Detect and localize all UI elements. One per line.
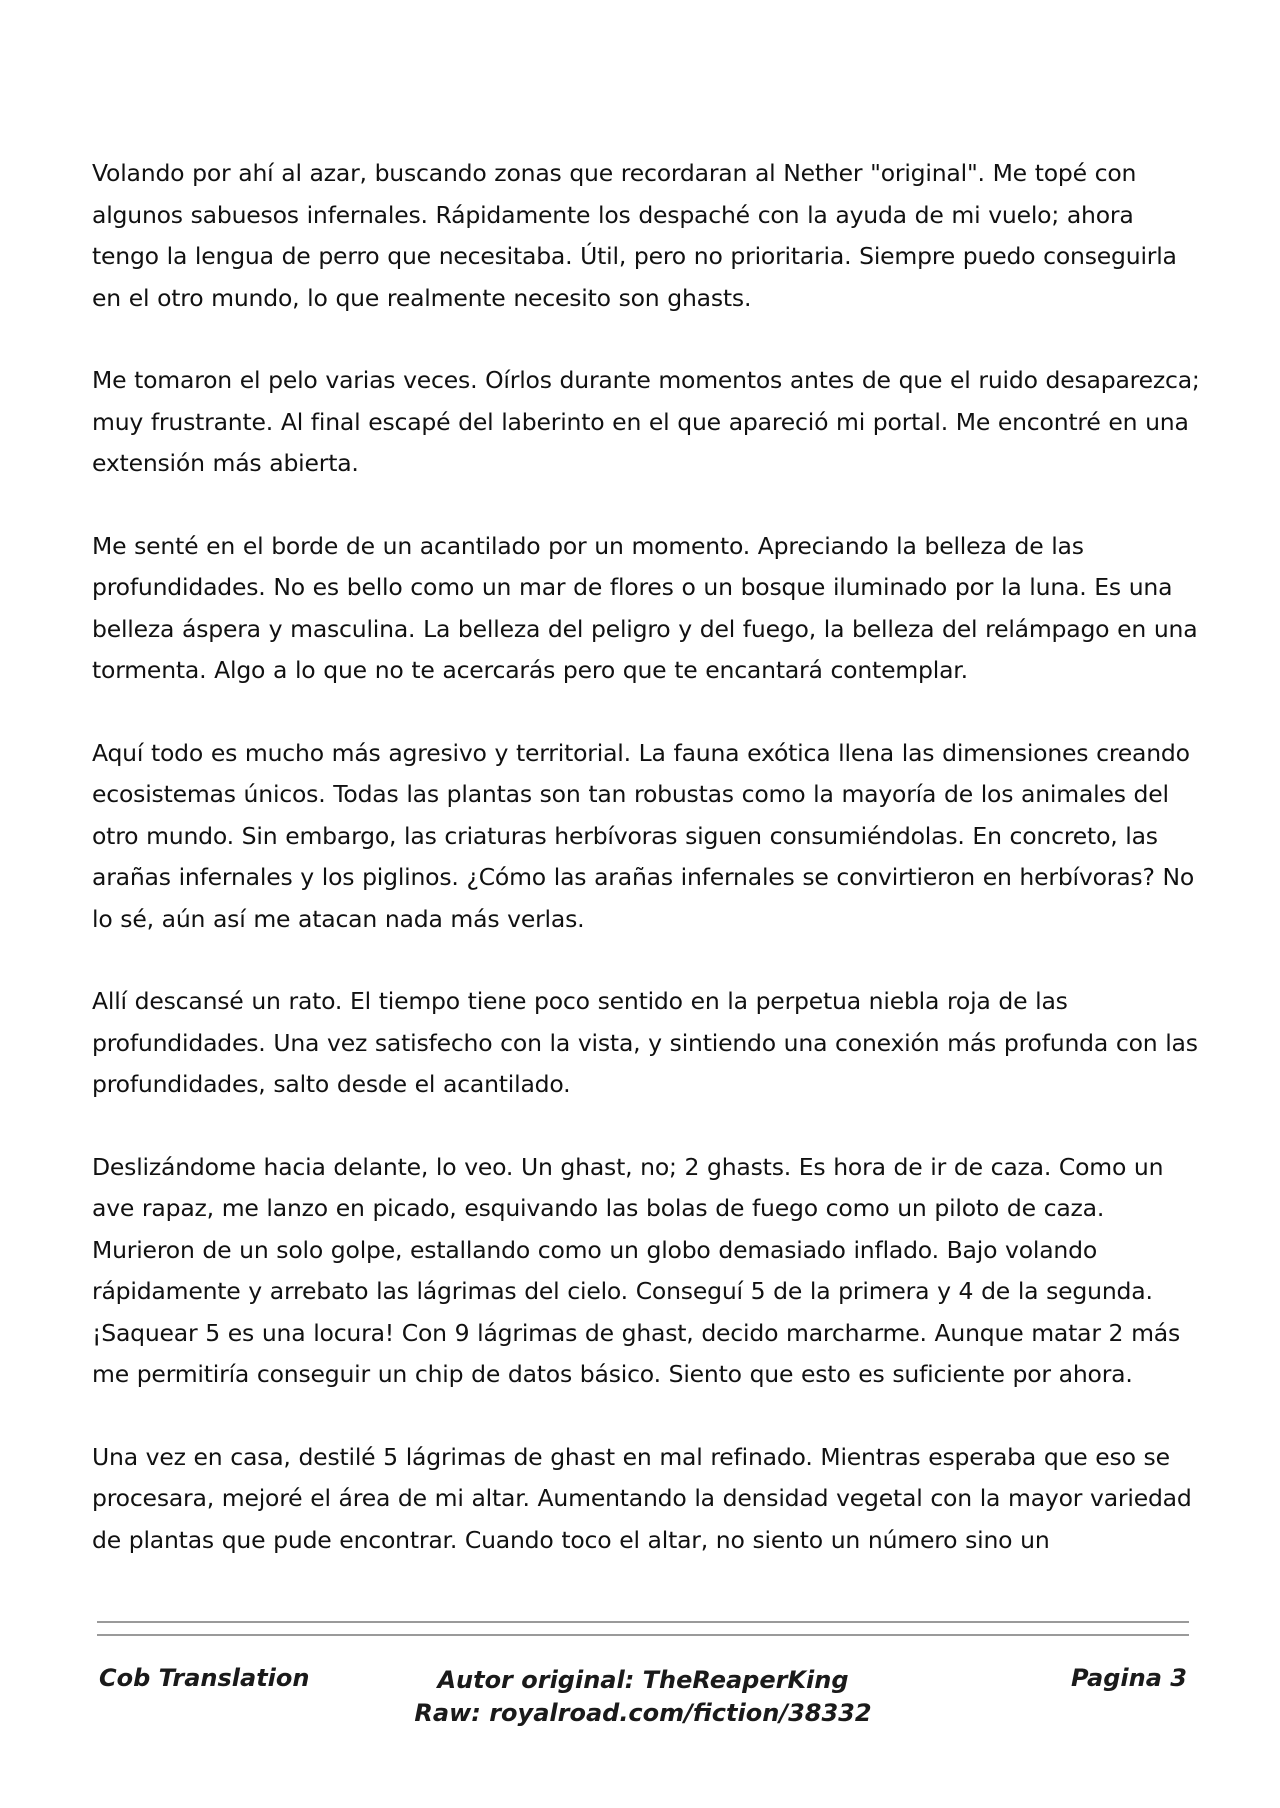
- paragraph: Deslizándome hacia delante, lo veo. Un ghast, no; 2 ghasts. Es hora de ir de caza. Como un ave rapaz, me lanzo en picado, esquivando las bolas de fuego como un piloto de caza. Murieron de un solo golpe, estallando como un globo demasiado inflado. Bajo volando rápidamente y arrebato las lágrimas del cielo. Conseguí 5 de la primera y 4 de la segunda. ¡Saquear 5 es una locura! Con 9 lágrimas de ghast, decido marcharme. Aunque matar 2 más me permitiría conseguir un chip de datos básico. Siento que esto es suficiente por ahora.: [92, 1152, 1181, 1388]
- footer-translator: Cob Translation: [99, 1664, 310, 1692]
- paragraph: Me tomaron el pelo varias veces. Oírlos durante momentos antes de que el ruido desaparezca; muy frustrante. Al final escapé del laberinto en el que apareció mi portal. Me encontré en una extensión más abierta.: [92, 366, 1200, 477]
- footer-credits: [97, 1664, 1189, 1730]
- footer-divider-bottom: [97, 1634, 1189, 1636]
- paragraph: Aquí todo es mucho más agresivo y territorial. La fauna exótica llena las dimensiones creando ecosistemas únicos. Todas las plantas son tan robustas como la mayoría de los animales del otro mundo. Sin embargo, las criaturas herbívoras siguen consumiéndolas. En concreto, las arañas infernales y los piglinos. ¿Cómo las arañas infernales se convirtieron en herbívoras? No lo sé, aún así me atacan nada más verlas.: [92, 738, 1195, 933]
- footer-divider-top: [97, 1621, 1189, 1623]
- paragraph: Allí descansé un rato. El tiempo tiene poco sentido en la perpetua niebla roja de las profundidades. Una vez satisfecho con la vista, y sintiendo una conexión más profunda con las profundidades, salto desde el acantilado.: [92, 987, 1198, 1098]
- footer-author: Autor original: TheReaperKing: [437, 1666, 849, 1694]
- paragraph: Volando por ahí al azar, buscando zonas que recordaran al Nether "original". Me topé con algunos sabuesos infernales. Rápidamente los despaché con la ayuda de mi vuelo; ahora tengo la lengua de perro que necesitaba. Útil, pero no prioritaria. Siempre puedo conseguirla en el otro mundo, lo que realmente necesito son ghasts.: [92, 159, 1177, 312]
- paragraph: Me senté en el borde de un acantilado por un momento. Apreciando la belleza de las profundidades. No es bello como un mar de flores o un bosque iluminado por la luna. Es una belleza áspera y masculina. La belleza del peligro y del fuego, la belleza del relámpago en una tormenta. Algo a lo que no te acercarás pero que te encantará contemplar.: [92, 531, 1198, 684]
- footer-page-number: Pagina 3: [1071, 1664, 1187, 1692]
- footer-raw-source: Raw: royalroad.com/fiction/38332: [414, 1699, 872, 1727]
- paragraph: Una vez en casa, destilé 5 lágrimas de ghast en mal refinado. Mientras esperaba que eso se procesara, mejoré el área de mi altar. Aumentando la densidad vegetal con la mayor variedad de plantas que pude encontrar. Cuando toco el altar, no siento un número sino un: [92, 1442, 1192, 1554]
- page-body: [92, 153, 1202, 1602]
